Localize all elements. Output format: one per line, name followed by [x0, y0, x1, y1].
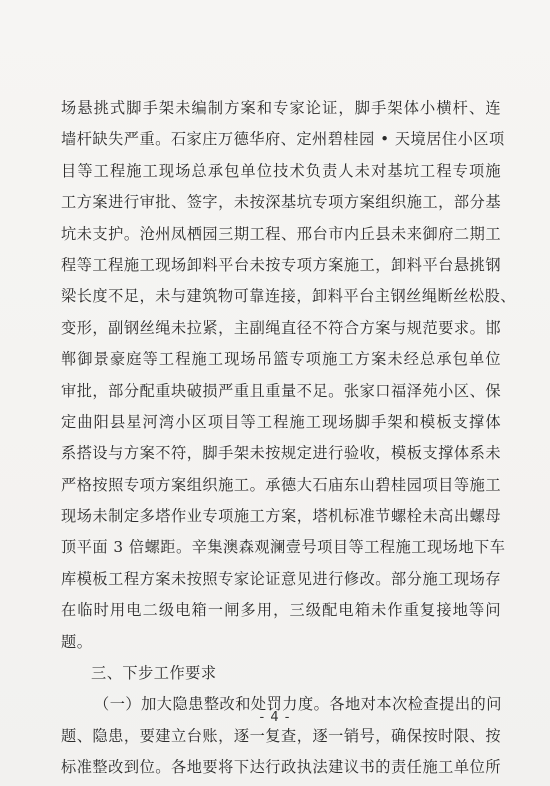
text-line-16: 库模板工程方案未按照专家论证意见进行修改。部分施工现场存	[61, 569, 501, 588]
text-line-8: 变形，副钢丝绳未拉紧，主副绳直径不符合方案与规范要求。邯	[61, 318, 501, 337]
text-line-3: 目等工程施工现场总承包单位技术负责人未对基坑工程专项施	[61, 161, 501, 180]
section-heading: 三、下步工作要求	[91, 664, 217, 683]
text-line-7: 梁长度不足，未与建筑物可靠连接，卸料平台主钢丝绳断丝松股、	[61, 287, 516, 306]
text-line-14: 现场未制定多塔作业专项施工方案，塔机标准节螺栓未高出螺母	[61, 507, 501, 526]
text-line-6: 程等工程施工现场卸料平台未按专项方案施工，卸料平台悬挑钢	[61, 255, 501, 274]
text-line-2: 墙杆缺失严重。石家庄万德华府、定州碧桂园 • 天境居住小区项	[61, 130, 505, 149]
paragraph-line-1: （一）加大隐患整改和处罚力度。各地对本次检查提出的问	[94, 695, 502, 714]
text-line-10: 审批，部分配重块破损严重且重量不足。张家口福泽苑小区、保	[61, 381, 501, 400]
paragraph-line-2: 题、隐患，要建立台账，逐一复查，逐一销号，确保按时限、按	[61, 726, 501, 745]
page-number: - 4 -	[259, 710, 291, 725]
text-line-9: 郸御景豪庭等工程施工现场吊篮专项施工方案未经总承包单位	[61, 350, 501, 369]
document-body	[61, 93, 516, 784]
text-line-17: 在临时用电二级电箱一闸多用，三级配电箱未作重复接地等问	[61, 601, 501, 620]
text-line-4: 工方案进行审批、签字，未按深基坑专项方案组织施工，部分基	[61, 193, 501, 212]
text-line-5: 坑未支护。沧州凤栖园三期工程、邢台市内丘县未来御府二期工	[61, 224, 501, 243]
text-line-18: 题。	[61, 632, 93, 651]
paragraph-line-3: 标准整改到位。各地要将下达行政执法建议书的责任施工单位所	[61, 758, 501, 777]
text-line-12: 系搭设与方案不符，脚手架未按规定进行验收，模板支撑体系未	[61, 444, 501, 463]
text-line-1: 场悬挑式脚手架未编制方案和专家论证，脚手架体小横杆、连	[61, 99, 501, 117]
text-line-11: 定曲阳县星河湾小区项目等工程施工现场脚手架和模板支撑体	[61, 412, 501, 431]
text-line-13: 严格按照专项方案组织施工。承德大石庙东山碧桂园项目等施工	[61, 475, 501, 494]
text-line-15: 顶平面 3 倍螺距。辛集澳森观澜壹号项目等工程施工现场地下车	[61, 538, 506, 557]
